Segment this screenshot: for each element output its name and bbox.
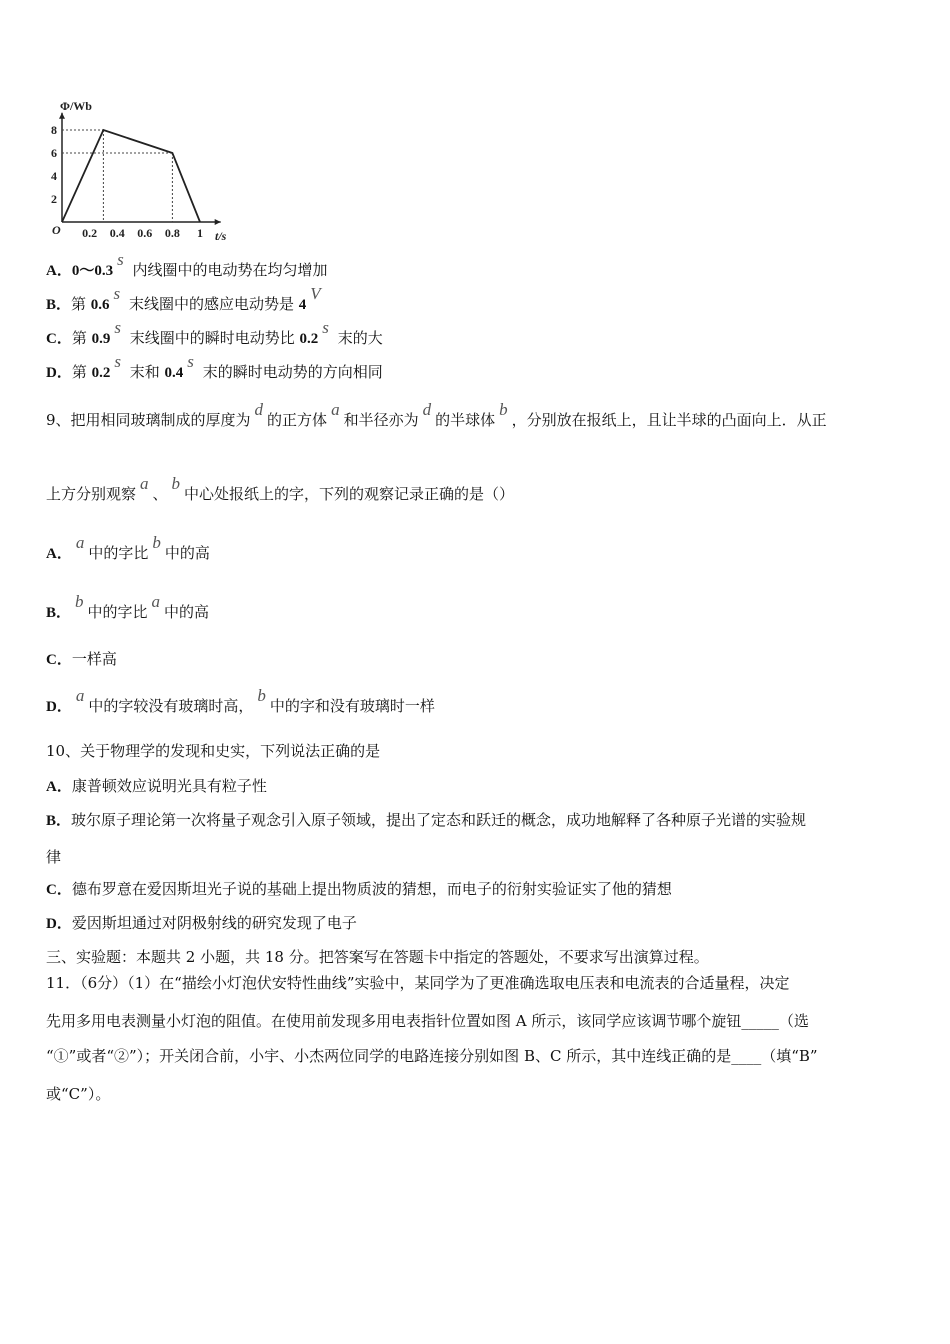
q10-option-b-cont: 律 — [46, 848, 62, 866]
text-part: b — [75, 592, 84, 611]
y-tick-label: 4 — [51, 169, 57, 183]
text-part: 、 — [152, 485, 168, 503]
y-tick-label: 8 — [51, 123, 57, 137]
x-tick-label: 0.4 — [109, 226, 125, 240]
y-axis-label: Φ/Wb — [60, 99, 92, 113]
origin-label: O — [52, 223, 61, 237]
text-part: 末的瞬时电动势的方向相同 — [197, 363, 383, 381]
text-part: 中的字比 — [88, 544, 149, 562]
text-part: 0.2 — [299, 331, 319, 347]
text-part: a — [75, 686, 85, 705]
option-label: D． — [46, 916, 72, 932]
y-axis-arrow — [59, 113, 65, 119]
text-part: 中的字比 — [87, 603, 148, 621]
flux-series-line — [62, 130, 200, 222]
text-part: s — [322, 318, 329, 337]
option-label: C． — [46, 882, 72, 898]
q11-line: 11．（6分）（1）在“描绘小灯泡伏安特性曲线”实验中，某同学为了更准确选取电压表和电流表的合适量程，决定 — [46, 974, 790, 992]
text-part: s — [117, 250, 124, 269]
option-label: B． — [46, 813, 72, 829]
option-label: B． — [46, 605, 72, 621]
text-part: s — [113, 284, 121, 303]
text-part: 末线圈中的感应电动势是 — [124, 295, 299, 313]
option-label: C． — [46, 331, 72, 347]
option-line — [46, 284, 325, 315]
option-text: 康普顿效应说明光具有粒子性 — [71, 777, 267, 795]
q11-line: “①”或者“②”）；开关闭合前，小宇、小杰两位同学的电路连接分别如图 B、C 所示，其中连线正确的是____（填“B” — [46, 1047, 818, 1065]
text-part: 第 — [71, 363, 92, 381]
text-part: b — [257, 686, 266, 705]
option-line — [46, 400, 827, 430]
y-tick-label: 2 — [51, 192, 57, 206]
option-line — [46, 474, 515, 504]
x-axis-label: t/s — [215, 229, 227, 243]
text-part: a — [140, 474, 149, 493]
text-part: b — [171, 474, 181, 493]
text-part: 4 — [298, 297, 307, 313]
option-text: 爱因斯坦通过对阴极射线的研究发现了电子 — [71, 914, 357, 932]
text-part: a — [75, 533, 85, 552]
text-part: s — [187, 352, 194, 371]
text-part: 0.2 — [91, 365, 111, 381]
q10-stem: 10、关于物理学的发现和史实，下列说法正确的是 — [46, 742, 381, 760]
text-part: 0～0.3 — [71, 263, 114, 279]
section-3-heading: 三、实验题：本题共 2 小题，共 18 分。把答案写在答题卡中指定的答题处，不要求写出演算过程。 — [46, 948, 709, 966]
text-part: 中的高 — [164, 544, 210, 562]
option-label: A． — [46, 263, 72, 279]
text-part: 第 — [71, 295, 91, 313]
option-label: A． — [46, 546, 72, 562]
option-line — [46, 318, 383, 349]
text-part: b — [499, 400, 508, 419]
x-tick-label: 0.8 — [164, 226, 180, 240]
option-line — [46, 592, 210, 623]
option-label: D． — [46, 365, 72, 381]
x-tick-label: 0.6 — [137, 226, 153, 240]
option-label: B． — [46, 297, 72, 313]
option-line — [46, 352, 383, 383]
text-part: 0.4 — [164, 365, 184, 381]
text-part: a — [151, 592, 161, 611]
option-line — [46, 649, 117, 670]
flux-time-chart — [40, 90, 260, 250]
q10-option-c — [46, 879, 672, 900]
q11-line: 先用多用电表测量小灯泡的阻值。在使用前发现多用电表指针位置如图 A 所示，该同学应该调节哪个旋钮_____（选 — [46, 1012, 809, 1030]
q10-option-a — [46, 776, 267, 797]
option-label: C． — [46, 652, 72, 668]
text-part: s — [114, 352, 121, 371]
text-part: 0.9 — [91, 331, 111, 347]
text-part: 一样高 — [71, 650, 117, 668]
option-line — [46, 250, 328, 281]
text-part: 末和 — [125, 363, 165, 381]
text-part: 中的字较没有玻璃时高， — [88, 697, 254, 715]
x-tick-label: 0.2 — [82, 226, 98, 240]
option-label: A． — [46, 779, 72, 795]
q11-line: 或“C”）。 — [46, 1085, 111, 1103]
q10-option-d — [46, 913, 357, 934]
text-part: 末线圈中的瞬时电动势比 — [125, 329, 300, 347]
text-part: 中的高 — [164, 603, 210, 621]
text-part: 第 — [71, 329, 92, 347]
text-part: 和半径亦为 — [343, 411, 419, 429]
text-part: 末的大 — [332, 329, 383, 347]
text-part: 的正方体 — [267, 411, 328, 429]
x-tick-label: 1 — [197, 226, 203, 240]
option-text: 德布罗意在爱因斯坦光子说的基础上提出物质波的猜想，而电子的衍射实验证实了他的猜想 — [71, 880, 672, 898]
text-part: a — [331, 400, 340, 419]
text-part: V — [310, 284, 321, 303]
option-line — [46, 686, 435, 717]
text-part: 内线圈中的电动势在均匀增加 — [127, 261, 328, 279]
x-axis-arrow — [215, 219, 221, 225]
text-part: d — [422, 400, 432, 419]
text-part: 0.6 — [90, 297, 110, 313]
text-part: s — [114, 318, 121, 337]
text-part: 中心处报纸上的字，下列的观察记录正确的是（） — [184, 485, 515, 503]
text-part: 上方分别观察 — [46, 485, 137, 503]
text-part: d — [254, 400, 264, 419]
q10-option-b — [46, 810, 806, 831]
y-tick-label: 6 — [51, 146, 57, 160]
text-part: 9、把用相同玻璃制成的厚度为 — [46, 411, 251, 429]
text-part: 中的字和没有玻璃时一样 — [269, 697, 435, 715]
text-part: 的半球体 — [435, 411, 496, 429]
text-part: ，分别放在报纸上，且让半球的凸面向上．从正 — [511, 411, 827, 429]
option-line — [46, 533, 210, 564]
text-part: b — [152, 533, 161, 552]
option-text: 玻尔原子理论第一次将量子观念引入原子领域，提出了定态和跃迁的概念，成功地解释了各种原子光谱的实验规 — [71, 811, 807, 829]
option-label: D． — [46, 699, 72, 715]
